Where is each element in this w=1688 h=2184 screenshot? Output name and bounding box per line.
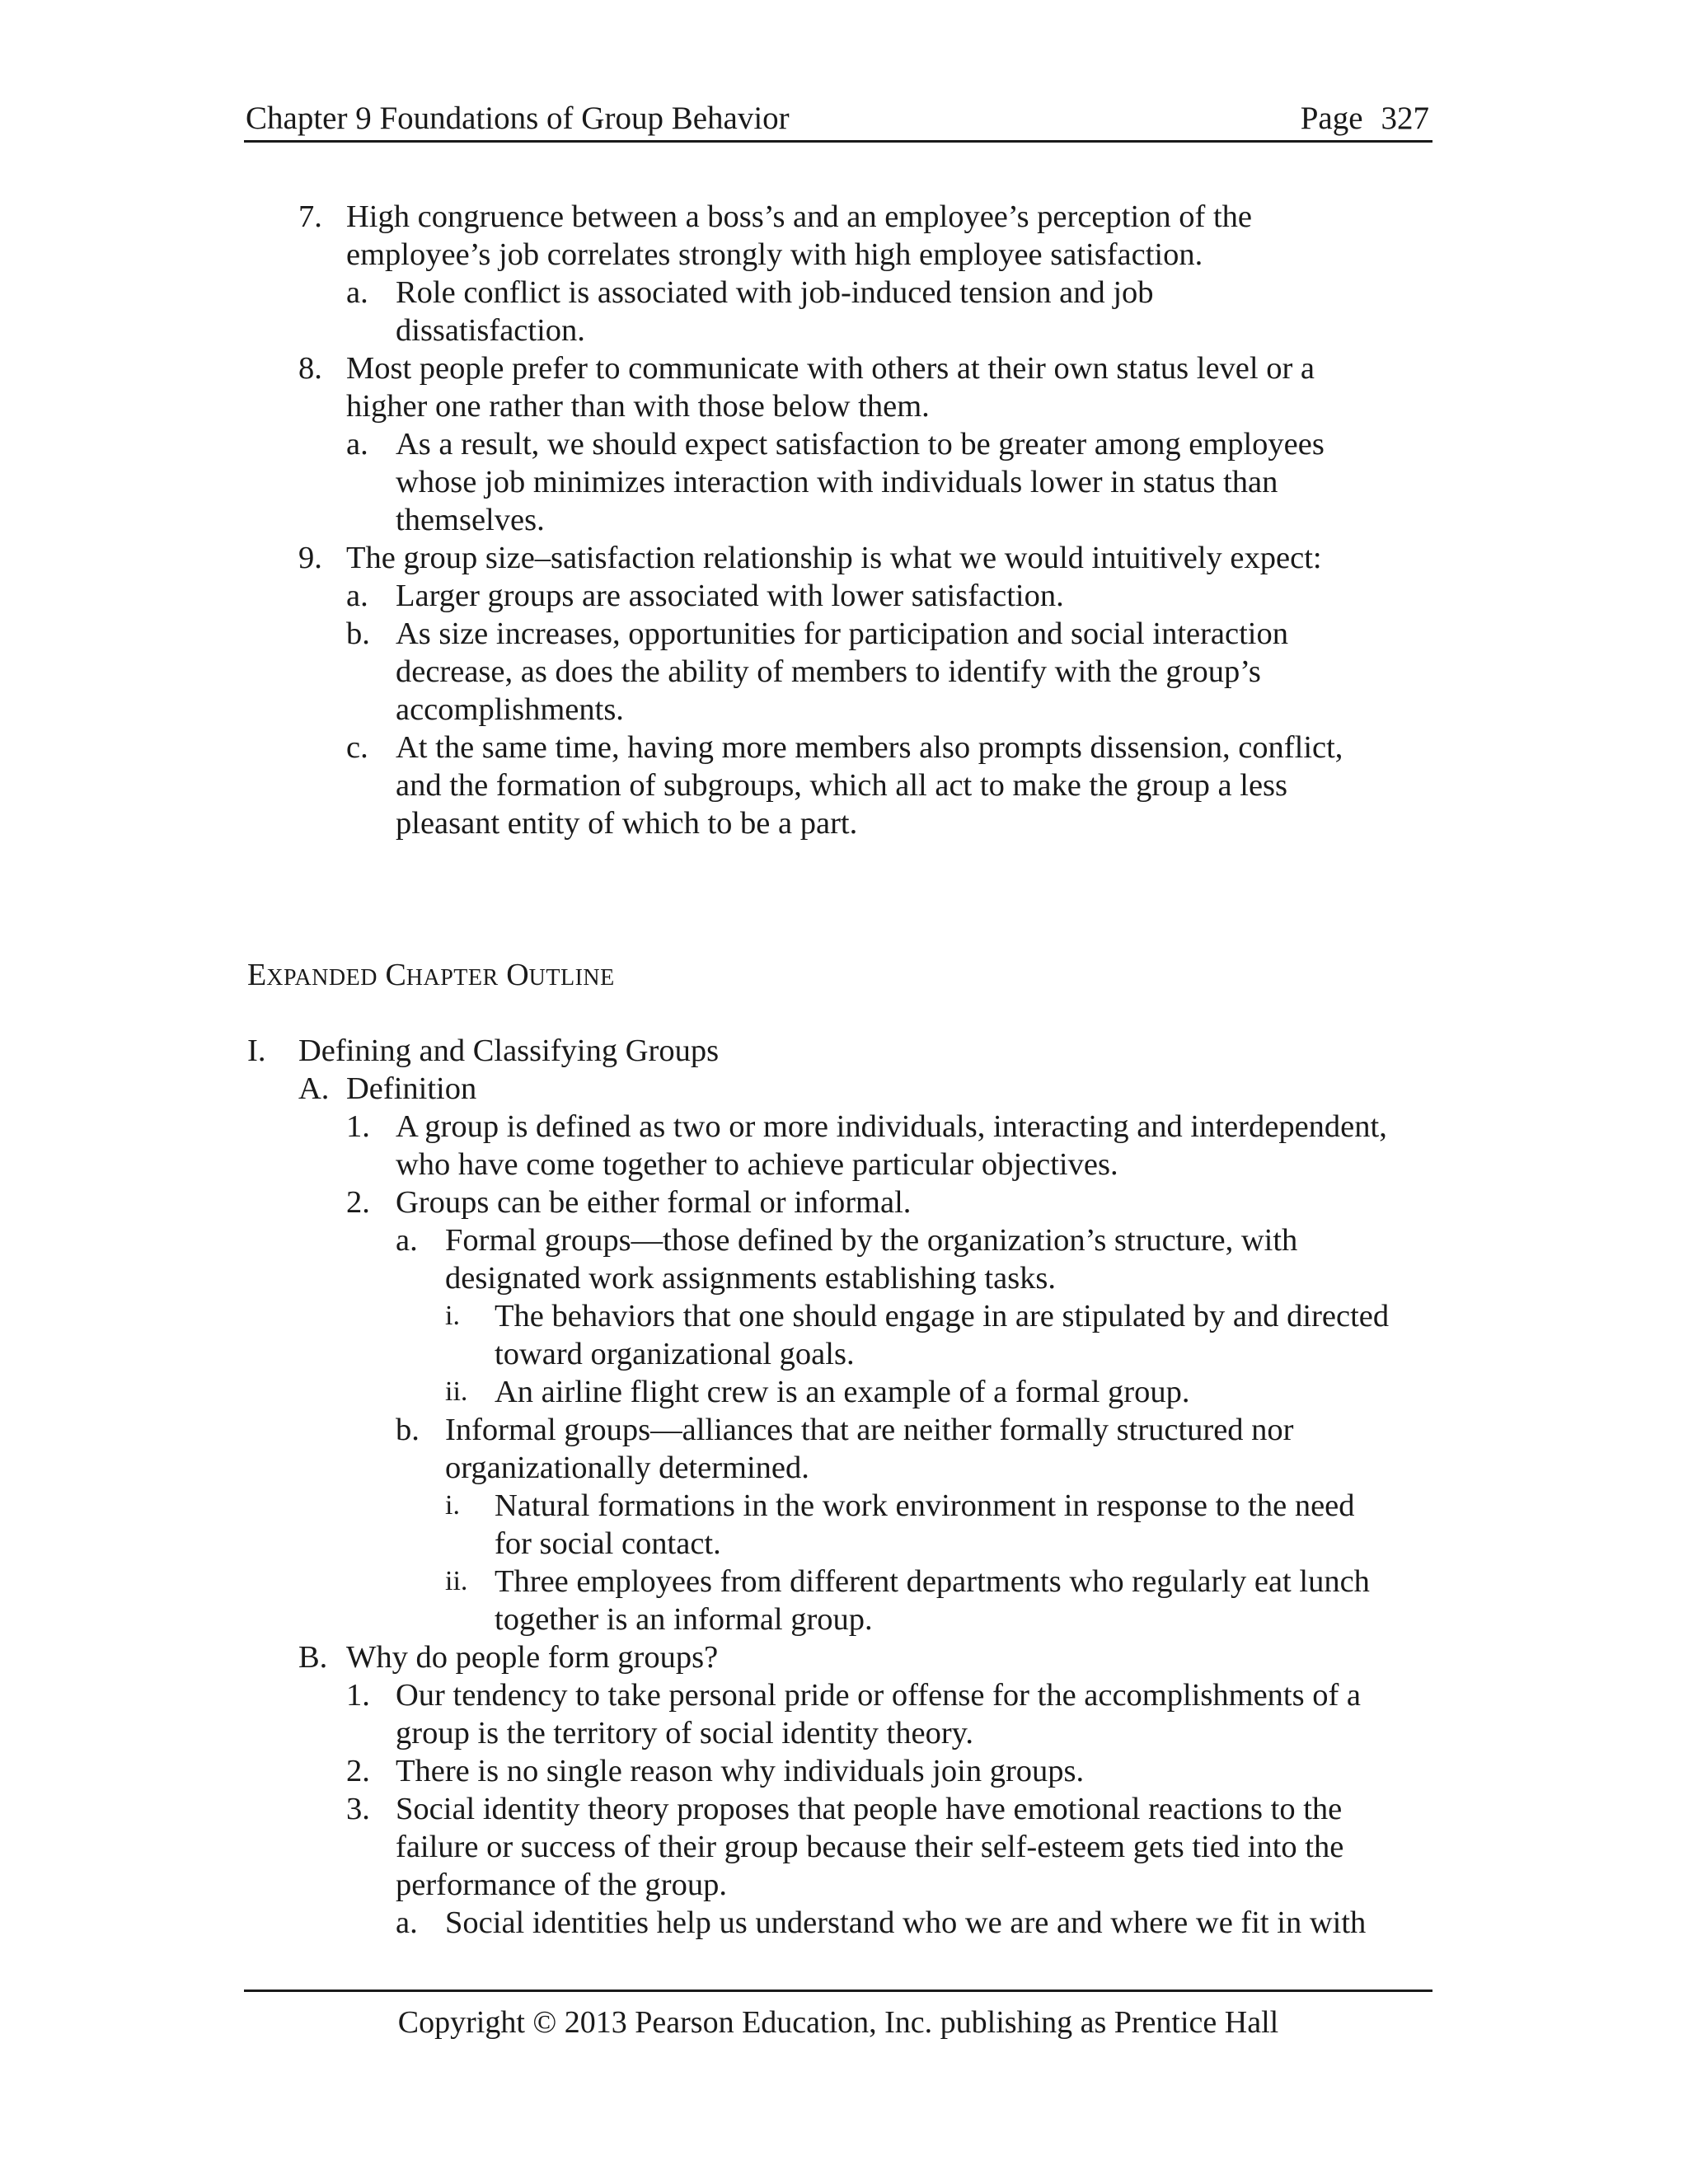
list-item-line: Groups can be either formal or informal. <box>396 1185 912 1220</box>
list-item-line: who have come together to achieve particular objectives. <box>396 1147 1118 1182</box>
list-marker: 2. <box>346 1754 370 1788</box>
list-item-line: Role conflict is associated with job-induced tension and job <box>396 275 1154 310</box>
list-item-line: organizationally determined. <box>445 1451 809 1485</box>
list-item-line: Social identity theory proposes that people have emotional reactions to the <box>396 1792 1343 1826</box>
page-footer <box>244 1990 1432 2041</box>
list-item-line: failure or success of their group because their self-esteem gets tied into the <box>396 1830 1344 1864</box>
list-item-line: pleasant entity of which to be a part. <box>396 806 858 841</box>
list-item-line: Why do people form groups? <box>346 1640 719 1675</box>
list-item-line: A group is defined as two or more individuals, interacting and interdependent, <box>396 1109 1387 1144</box>
list-item-line: whose job minimizes interaction with individuals lower in status than <box>396 465 1278 499</box>
list-item-line: performance of the group. <box>396 1868 727 1902</box>
list-item-line: As a result, we should expect satisfaction to be greater among employees <box>396 427 1325 462</box>
list-marker: B. <box>298 1640 328 1675</box>
list-item-line: dissatisfaction. <box>396 313 585 348</box>
list-marker: 9. <box>298 541 322 575</box>
list-marker: i. <box>445 1490 460 1521</box>
list-marker: a. <box>346 275 368 310</box>
list-item-line: toward organizational goals. <box>495 1337 855 1371</box>
list-marker: i. <box>445 1301 460 1331</box>
page-number: 327 <box>1381 101 1429 136</box>
list-item-line: Natural formations in the work environment in response to the need <box>495 1488 1355 1523</box>
chapter-title: Chapter 9 Foundations of Group Behavior <box>246 101 790 136</box>
list-item-line: Larger groups are associated with lower satisfaction. <box>396 579 1064 613</box>
list-marker: b. <box>346 616 370 651</box>
list-marker: b. <box>396 1413 420 1447</box>
list-item-line: Social identities help us understand who we are and where we fit in with <box>445 1905 1367 1940</box>
list-item-line: Formal groups—those defined by the organization’s structure, with <box>445 1223 1298 1258</box>
list-item-line: Our tendency to take personal pride or offense for the accomplishments of a <box>396 1678 1361 1713</box>
list-item-line: An airline flight crew is an example of a formal group. <box>495 1375 1190 1409</box>
list-marker: 1. <box>346 1109 370 1144</box>
list-item-line: There is no single reason why individuals join groups. <box>396 1754 1085 1788</box>
list-marker: 7. <box>298 199 322 234</box>
list-item-line: High congruence between a boss’s and an employee’s perception of the <box>346 199 1253 234</box>
page-label: Page <box>1300 101 1363 136</box>
list-item-line: Informal groups—alliances that are neither formally structured nor <box>445 1413 1294 1447</box>
list-marker: a. <box>346 427 368 462</box>
list-marker: 1. <box>346 1678 370 1713</box>
list-marker: 3. <box>346 1792 370 1826</box>
page-header <box>244 97 1432 143</box>
list-marker: a. <box>396 1223 418 1258</box>
list-item-line: Defining and Classifying Groups <box>298 1033 720 1068</box>
list-item-line: employee’s job correlates strongly with high employee satisfaction. <box>346 237 1203 272</box>
list-marker: ii. <box>445 1376 468 1407</box>
list-item-line: designated work assignments establishing tasks. <box>445 1261 1057 1296</box>
list-item-line: The behaviors that one should engage in are stipulated by and directed <box>495 1299 1390 1333</box>
list-item-line: together is an informal group. <box>495 1602 873 1637</box>
list-marker: 2. <box>346 1185 370 1220</box>
list-item-line: higher one rather than with those below them. <box>346 389 930 424</box>
list-marker: I. <box>247 1033 266 1068</box>
list-item-line: and the formation of subgroups, which all act to make the group a less <box>396 768 1288 803</box>
list-item-line: Most people prefer to communicate with others at their own status level or a <box>346 351 1315 386</box>
copyright-text: Copyright © 2013 Pearson Education, Inc. publishing as Prentice Hall <box>397 2005 1279 2040</box>
list-item-line: accomplishments. <box>396 692 624 727</box>
list-item-line: for social contact. <box>495 1526 721 1561</box>
list-item-line: decrease, as does the ability of members to identify with the group’s <box>396 654 1261 689</box>
list-item-line: themselves. <box>396 503 545 537</box>
list-item-line: Three employees from different departments who regularly eat lunch <box>495 1564 1370 1599</box>
list-marker: c. <box>346 730 368 765</box>
list-item-line: group is the territory of social identity theory. <box>396 1716 974 1750</box>
list-item-line: The group size–satisfaction relationship is what we would intuitively expect: <box>346 541 1322 575</box>
list-marker: 8. <box>298 351 322 386</box>
list-marker: a. <box>396 1905 418 1940</box>
list-marker: A. <box>298 1071 330 1106</box>
list-item-line: Definition <box>346 1071 477 1106</box>
section-heading: EXPANDED CHAPTER OUTLINE <box>247 958 615 992</box>
list-item-line: At the same time, having more members also prompts dissension, conflict, <box>396 730 1343 765</box>
list-marker: ii. <box>445 1566 468 1596</box>
list-item-line: As size increases, opportunities for participation and social interaction <box>396 616 1289 651</box>
page-indicator <box>1301 97 1429 140</box>
list-marker: a. <box>346 579 368 613</box>
